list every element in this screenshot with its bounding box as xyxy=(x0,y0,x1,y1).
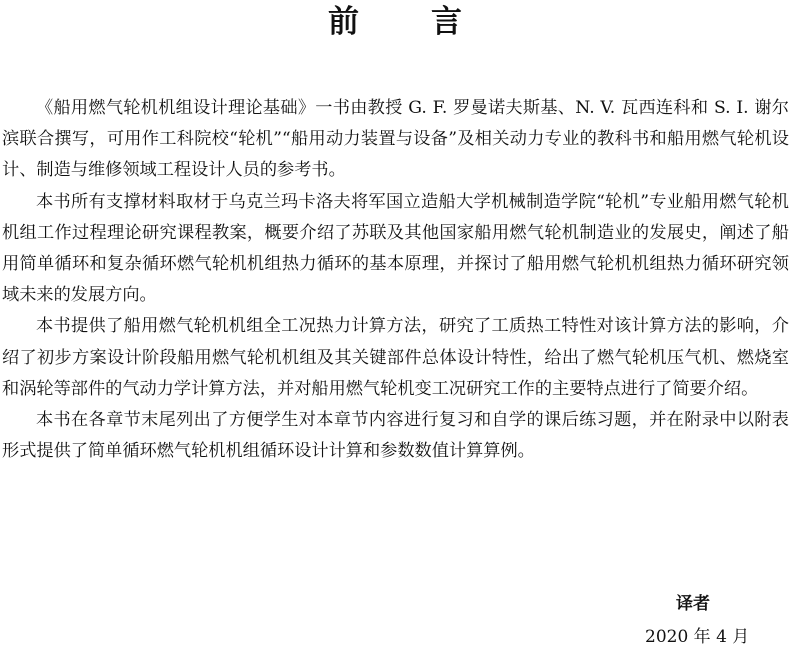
paragraph-3: 本书提供了船用燃气轮机机组全工况热力计算方法，研究了工质热工特性对该计算方法的影响，介绍了初步方案设计阶段船用燃气轮机机组及其关键部件总体设计特性，给出了燃气轮机压气机、燃烧室和涡轮等部件的气动力学计算方法，并对船用燃气轮机变工况研究工作的主要特点进行了简要介绍。 xyxy=(2,316,789,399)
paragraph-2: 本书所有支撑材料取材于乌克兰玛卡洛夫将军国立造船大学机械制造学院“轮机”专业船用燃气轮机机组工作过程理论研究课程教案，概要介绍了苏联及其他国家船用燃气轮机制造业的发展史，阐述了船用简单循环和复杂循环燃气轮机机组热力循环的基本原理，并探讨了船用燃气轮机机组热力循环研究领域未来的发展方向。 xyxy=(2,191,789,306)
preface-body xyxy=(2,93,789,467)
paragraph-4: 本书在各章节末尾列出了方便学生对本章节内容进行复习和自学的课后练习题，并在附录中以附表形式提供了简单循环燃气轮机机组循环设计计算和参数数值计算算例。 xyxy=(2,410,789,462)
publication-date: 2020 年 4 月 xyxy=(645,627,750,647)
translator-signature: 译者 xyxy=(676,594,710,614)
paragraph-1: 《船用燃气轮机机组设计理论基础》一书由教授 G. F. 罗曼诺夫斯基、N. V. 瓦西连科和 S. I. 谢尔滨联合撰写，可用作工科院校“轮机”“船用动力装置与设备”及相关动力专业的教科书和船用燃气轮机设计、制造与维修领域工程设计人员的参考书。 xyxy=(2,98,789,181)
page-title: 前言 xyxy=(328,4,534,40)
